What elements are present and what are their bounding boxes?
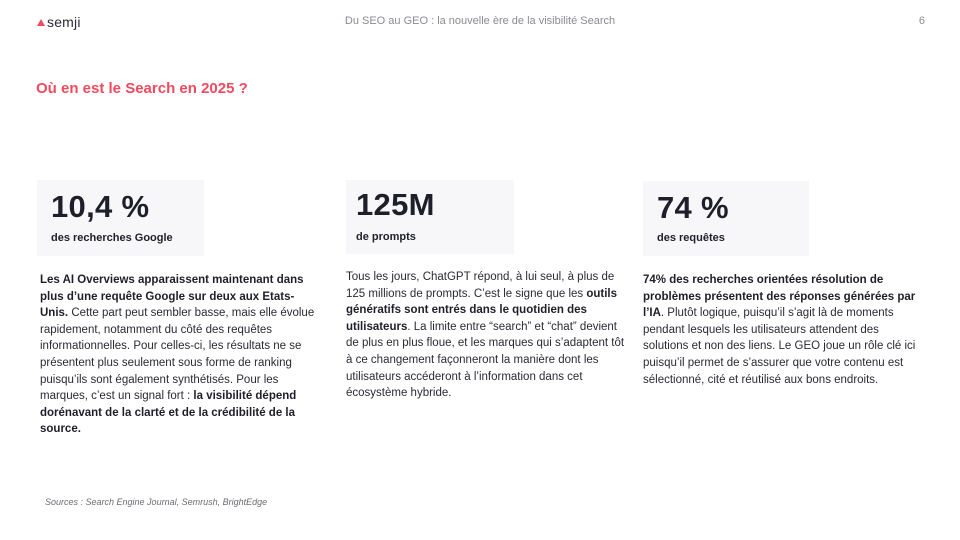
stat-label: de prompts — [356, 231, 416, 243]
brand-name: semji — [47, 14, 81, 30]
stat-card-google — [37, 180, 204, 256]
text-bold: 74% des recherches orientées résolution de problèmes présentent des réponses générées par l’IA — [643, 274, 916, 320]
stat-value: 10,4 % — [51, 189, 150, 224]
page-number: 6 — [918, 15, 925, 27]
sources-note: Sources : Search Engine Journal, Semrush, BrightEdge — [45, 497, 268, 507]
text-bold: Les AI Overviews apparaissent maintenant dans plus d’une requête Google sur deux aux Etats-Unis. — [40, 274, 304, 320]
text-bold: outils génératifs sont entrés dans le quotidien des utilisateurs — [346, 287, 618, 333]
column-text-chatgpt — [346, 269, 631, 402]
stat-card-queries — [643, 181, 809, 256]
stat-label: des requêtes — [657, 232, 725, 244]
text-body: . La limite entre “search” et “chat” devient de plus en plus floue, et les marques qui s’adaptent tôt à ce changement façonneront la manière dont les utilisateurs accéderont à l’information dans cet écosystème hybride. — [346, 320, 625, 400]
column-text-google — [40, 272, 322, 438]
text-bold: la visibilité dépend dorénavant de la clarté et de la crédibilité de la source. — [40, 390, 297, 436]
stat-value: 74 % — [657, 190, 729, 225]
stat-card-chatgpt — [346, 180, 514, 254]
stat-value: 125M — [356, 187, 435, 222]
text-body: Tous les jours, ChatGPT répond, à lui seul, à plus de 125 millions de prompts. C’est le signe que les — [346, 271, 615, 300]
text-body: Cette part peut sembler basse, mais elle évolue rapidement, notamment du côté des requêtes informationnelles. Pour celles-ci, les résultats ne se présentent plus seulement sous forme de ranking puisqu’ils sont également synthétisés. Pour les marques, c’est un signal fort : — [40, 307, 315, 403]
slide-title: Où en est le Search en 2025 ? — [36, 80, 248, 97]
stat-label: des recherches Google — [51, 232, 173, 244]
deck-title: Du SEO au GEO : la nouvelle ère de la visibilité Search — [344, 15, 616, 27]
text-body: . Plutôt logique, puisqu’il s’agit là de moments pendant lesquels les utilisateurs attendent des solutions et non des liens. Le GEO joue un rôle clé ici puisqu’il permet de s’assurer que votre contenu est sélectionné, cité et réutilisé aux bons endroits. — [643, 307, 916, 386]
column-text-queries — [643, 272, 925, 388]
